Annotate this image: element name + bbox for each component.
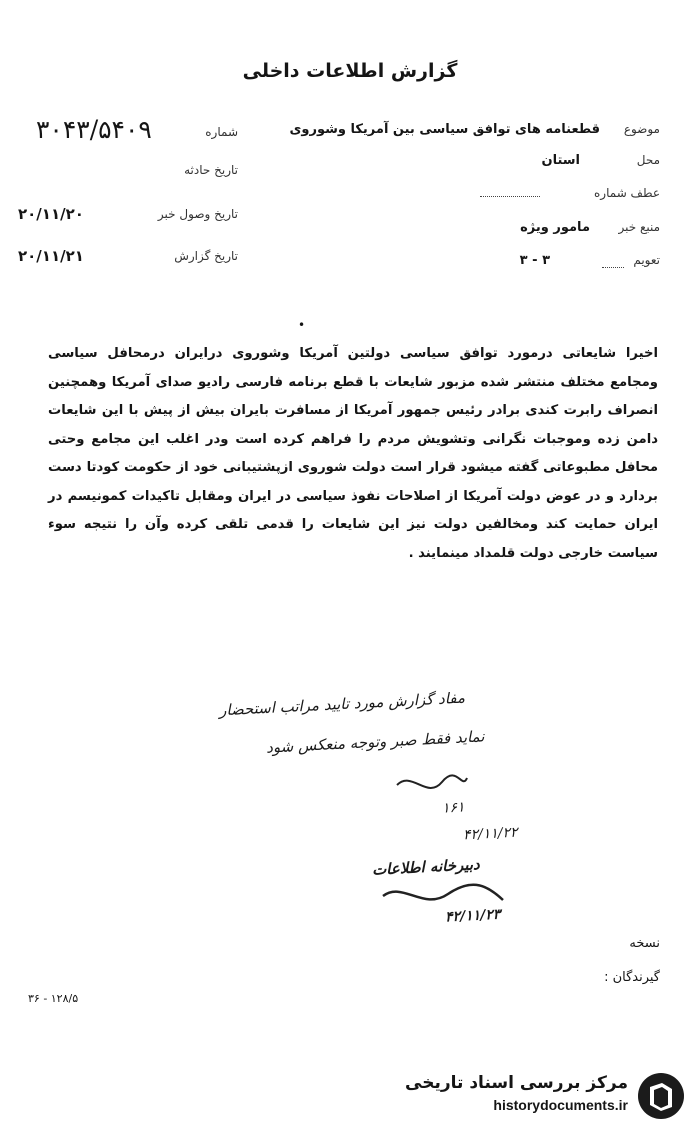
received-label: تاریخ وصول خبر bbox=[157, 207, 238, 221]
center-mark: • bbox=[298, 318, 306, 332]
recipients-label: گیرندگان : bbox=[604, 970, 660, 985]
event-date-label: تاریخ حادثه bbox=[184, 163, 238, 177]
report-date-value: ۲۰/۱۱/۲۱ bbox=[18, 247, 84, 265]
received-value: ۲۰/۱۱/۲۰ bbox=[18, 205, 84, 223]
archive-logo bbox=[405, 1071, 686, 1121]
evaluation-value: ۳ - ۳ bbox=[519, 253, 550, 268]
reference-row bbox=[280, 186, 660, 210]
reference-dots bbox=[480, 196, 540, 197]
evaluation-row bbox=[280, 253, 660, 277]
handwritten-note-1: مفاد گزارش مورد تایید مراتب استحضار bbox=[218, 688, 466, 720]
logo-website-text: historydocuments.ir bbox=[493, 1097, 628, 1113]
source-label: منبع خبر bbox=[618, 220, 660, 234]
place-row bbox=[280, 153, 660, 177]
subject-value: قطعنامه های توافق سیاسی بین آمریکا وشوروی bbox=[289, 122, 600, 137]
number-value: ۳۰۴۳/۵۴۰۹ bbox=[36, 115, 152, 144]
handwritten-note-2: نماید فقط صبر وتوجه منعکس شود bbox=[266, 727, 486, 757]
report-date-row bbox=[18, 249, 238, 273]
source-value: مامور ویژه bbox=[520, 220, 590, 235]
archive-code: ۳۶ - ۱۲۸/۵ bbox=[28, 992, 79, 1005]
received-row bbox=[18, 207, 238, 231]
source-row bbox=[280, 220, 660, 244]
report-body: اخیرا شایعاتی درمورد توافق سیاسی دولتین آمریکا وشوروی درایران درمحافل سیاسی ومجامع مختلف منتشر شده مزبور شایعات با قطع برنامه فارسی رادیو صدای آمریکا وهمچنین انصراف رابرت کندی برادر رئیس جمهور آمریکا از مسافرت بایران بیش از پیش با این شایعات دامن زده وموجبات نگرانی وتشویش مردم را فراهم کرده است ودر اغلب این مجامع وحتی محافل مطبوعاتی گفته میشود قرار است دولت شوروی ازپشتیبانی خود از حکومت کودتا دست بردارد و در عوض دولت آمریکا از اصلاحات نفوذ سیاسی در ایران ومقابل تاکیدات کمونیسم در ایران حمایت کند ومخالفین دولت نیز این شایعات را قدمی تلقی کرده وآن را نتیجه سوء سیاست خارجی دولت قلمداد مینمایند . bbox=[48, 346, 658, 561]
number-row bbox=[18, 115, 238, 149]
logo-persian-text: مرکز بررسی اسناد تاریخی bbox=[405, 1073, 628, 1093]
handwritten-date-2: ۴۲/۱۱/۲۳ bbox=[444, 906, 501, 926]
subject-row bbox=[280, 122, 660, 146]
copy-label: نسخه bbox=[629, 936, 660, 951]
place-label: محل bbox=[636, 153, 660, 167]
evaluation-dots bbox=[602, 267, 624, 268]
subject-label: موضوع bbox=[623, 122, 660, 136]
report-date-label: تاریخ گزارش bbox=[174, 249, 238, 263]
report-title: گزارش اطلاعات داخلی bbox=[242, 60, 458, 82]
handwritten-date-1: ۴۲/۱۱/۲۲ bbox=[463, 824, 519, 844]
place-value: استان bbox=[541, 153, 580, 168]
handwritten-signature-text: دبیرخانه اطلاعات bbox=[371, 855, 481, 879]
event-date-row bbox=[18, 163, 238, 187]
reference-label: عطف شماره bbox=[594, 186, 660, 200]
evaluation-label: تعویم bbox=[633, 253, 660, 267]
logo-emblem-icon bbox=[636, 1071, 686, 1121]
handwritten-number: ۱۶۱ bbox=[442, 799, 466, 817]
number-label: شماره bbox=[205, 125, 238, 139]
